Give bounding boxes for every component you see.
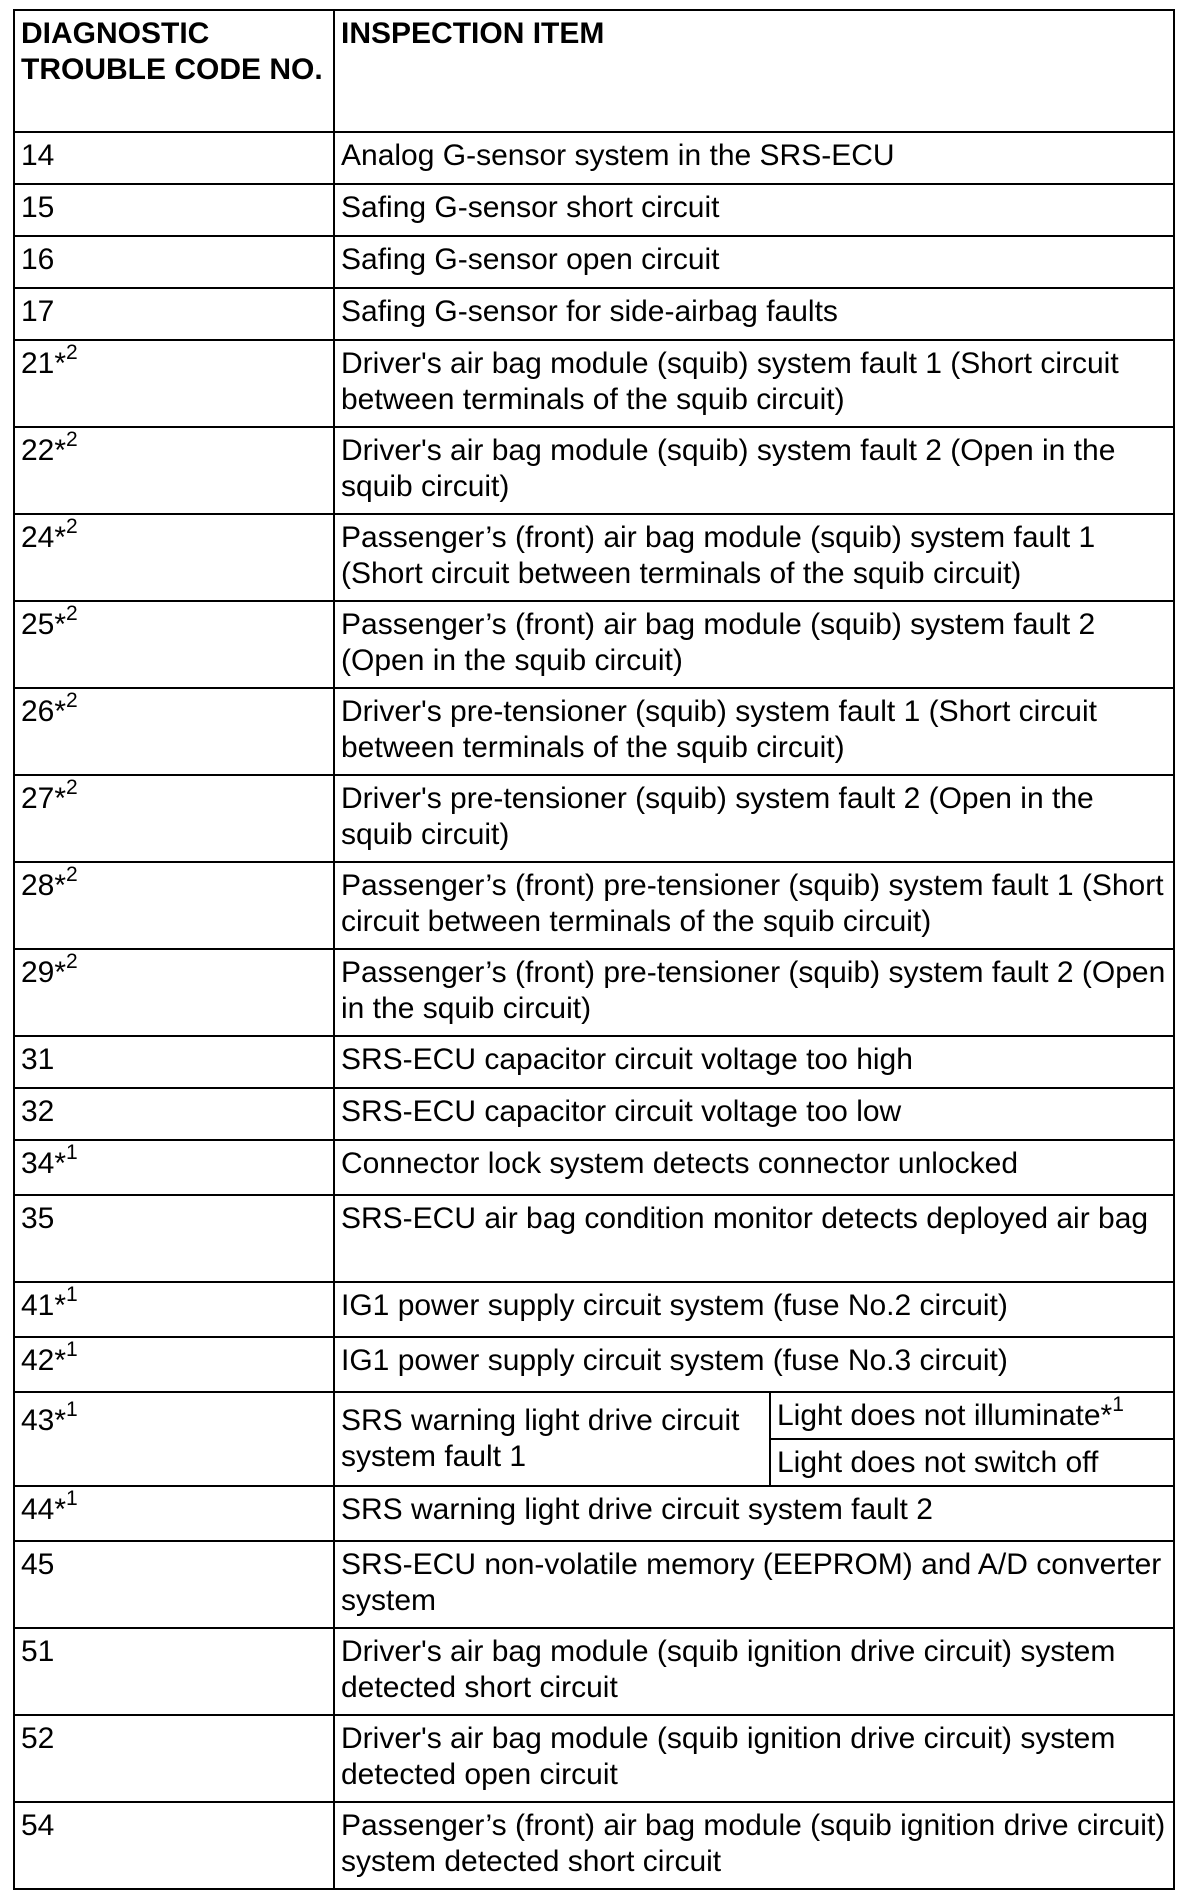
row-item: SRS-ECU air bag condition monitor detects deployed air bag xyxy=(334,1195,1174,1282)
row-code: 32 xyxy=(14,1088,334,1140)
row-code: 21*$^2$ xyxy=(14,340,334,427)
table-row xyxy=(14,427,1174,514)
row-item: Passenger’s (front) pre-tensioner (squib) system fault 2 (Open in the squib circuit) xyxy=(334,949,1174,1036)
row-item: Safing G-sensor short circuit xyxy=(334,184,1174,236)
row-code: 27*$^2$ xyxy=(14,775,334,862)
row-code: 51 xyxy=(14,1628,334,1715)
row-item: Connector lock system detects connector unlocked xyxy=(334,1140,1174,1195)
row-item: Driver's pre-tensioner (squib) system fault 1 (Short circuit between terminals of the squib circuit) xyxy=(334,688,1174,775)
table-row xyxy=(14,601,1174,688)
row-item: IG1 power supply circuit system (fuse No.2 circuit) xyxy=(334,1282,1174,1337)
header-code: DIAGNOSTIC TROUBLE CODE NO. xyxy=(14,10,334,132)
table-row xyxy=(14,1337,1174,1392)
dtc-table xyxy=(13,9,1175,1890)
row-code: 24*$^2$ xyxy=(14,514,334,601)
row-subitem-illuminate: Light does not illuminate*$^1$ xyxy=(770,1392,1174,1439)
row-item: Passenger’s (front) air bag module (squib) system fault 2 (Open in the squib circuit) xyxy=(334,601,1174,688)
row-code: 44*$^1$ xyxy=(14,1486,334,1541)
table-row xyxy=(14,1715,1174,1802)
row-code: 22*$^2$ xyxy=(14,427,334,514)
row-code: 14 xyxy=(14,132,334,184)
table-row xyxy=(14,1541,1174,1628)
table-row xyxy=(14,1802,1174,1889)
table-row xyxy=(14,775,1174,862)
row-item: Driver's pre-tensioner (squib) system fault 2 (Open in the squib circuit) xyxy=(334,775,1174,862)
table-row xyxy=(14,1195,1174,1282)
row-item: Driver's air bag module (squib ignition drive circuit) system detected open circuit xyxy=(334,1715,1174,1802)
table-row xyxy=(14,1486,1174,1541)
row-item: Driver's air bag module (squib) system fault 1 (Short circuit between terminals of the squib circuit) xyxy=(334,340,1174,427)
row-code: 29*$^2$ xyxy=(14,949,334,1036)
row-code: 54 xyxy=(14,1802,334,1889)
row-code: 52 xyxy=(14,1715,334,1802)
row-item: IG1 power supply circuit system (fuse No.3 circuit) xyxy=(334,1337,1174,1392)
table-row xyxy=(14,1036,1174,1088)
row-code: 43*$^1$ xyxy=(14,1392,334,1486)
row-code: 28*$^2$ xyxy=(14,862,334,949)
table-row xyxy=(14,132,1174,184)
row-item: Safing G-sensor open circuit xyxy=(334,236,1174,288)
row-item: Safing G-sensor for side-airbag faults xyxy=(334,288,1174,340)
table-row xyxy=(14,340,1174,427)
table-row xyxy=(14,949,1174,1036)
row-code: 16 xyxy=(14,236,334,288)
row-item: Passenger’s (front) pre-tensioner (squib) system fault 1 (Short circuit between terminals of the squib circuit) xyxy=(334,862,1174,949)
row-code: 41*$^1$ xyxy=(14,1282,334,1337)
table-row xyxy=(14,862,1174,949)
row-item: Analog G-sensor system in the SRS-ECU xyxy=(334,132,1174,184)
table-row xyxy=(14,514,1174,601)
table-row xyxy=(14,1140,1174,1195)
row-item: SRS-ECU capacitor circuit voltage too high xyxy=(334,1036,1174,1088)
row-subitem-switch-off: Light does not switch off xyxy=(770,1439,1174,1486)
table-row xyxy=(14,288,1174,340)
row-item: SRS-ECU non-volatile memory (EEPROM) and A/D converter system xyxy=(334,1541,1174,1628)
row-code: 25*$^2$ xyxy=(14,601,334,688)
table-row xyxy=(14,1628,1174,1715)
table-row xyxy=(14,184,1174,236)
row-item: Driver's air bag module (squib ignition drive circuit) system detected short circuit xyxy=(334,1628,1174,1715)
table-row-split xyxy=(14,1392,1174,1439)
row-item: Passenger’s (front) air bag module (squib) system fault 1 (Short circuit between terminals of the squib circuit) xyxy=(334,514,1174,601)
row-item: SRS warning light drive circuit system fault 2 xyxy=(334,1486,1174,1541)
table-row xyxy=(14,236,1174,288)
row-item: Passenger’s (front) air bag module (squib ignition drive circuit) system detected short circuit xyxy=(334,1802,1174,1889)
row-code: 17 xyxy=(14,288,334,340)
row-item: SRS-ECU capacitor circuit voltage too low xyxy=(334,1088,1174,1140)
table-header-row xyxy=(14,10,1174,132)
table-row xyxy=(14,688,1174,775)
table-row xyxy=(14,1088,1174,1140)
row-item: SRS warning light drive circuit system fault 1 xyxy=(334,1392,770,1486)
row-code: 42*$^1$ xyxy=(14,1337,334,1392)
header-inspection-item: INSPECTION ITEM xyxy=(334,10,1174,132)
row-code: 26*$^2$ xyxy=(14,688,334,775)
row-code: 35 xyxy=(14,1195,334,1282)
row-code: 15 xyxy=(14,184,334,236)
row-item: Driver's air bag module (squib) system fault 2 (Open in the squib circuit) xyxy=(334,427,1174,514)
row-code: 31 xyxy=(14,1036,334,1088)
row-code: 34*$^1$ xyxy=(14,1140,334,1195)
table-row xyxy=(14,1282,1174,1337)
row-code: 45 xyxy=(14,1541,334,1628)
